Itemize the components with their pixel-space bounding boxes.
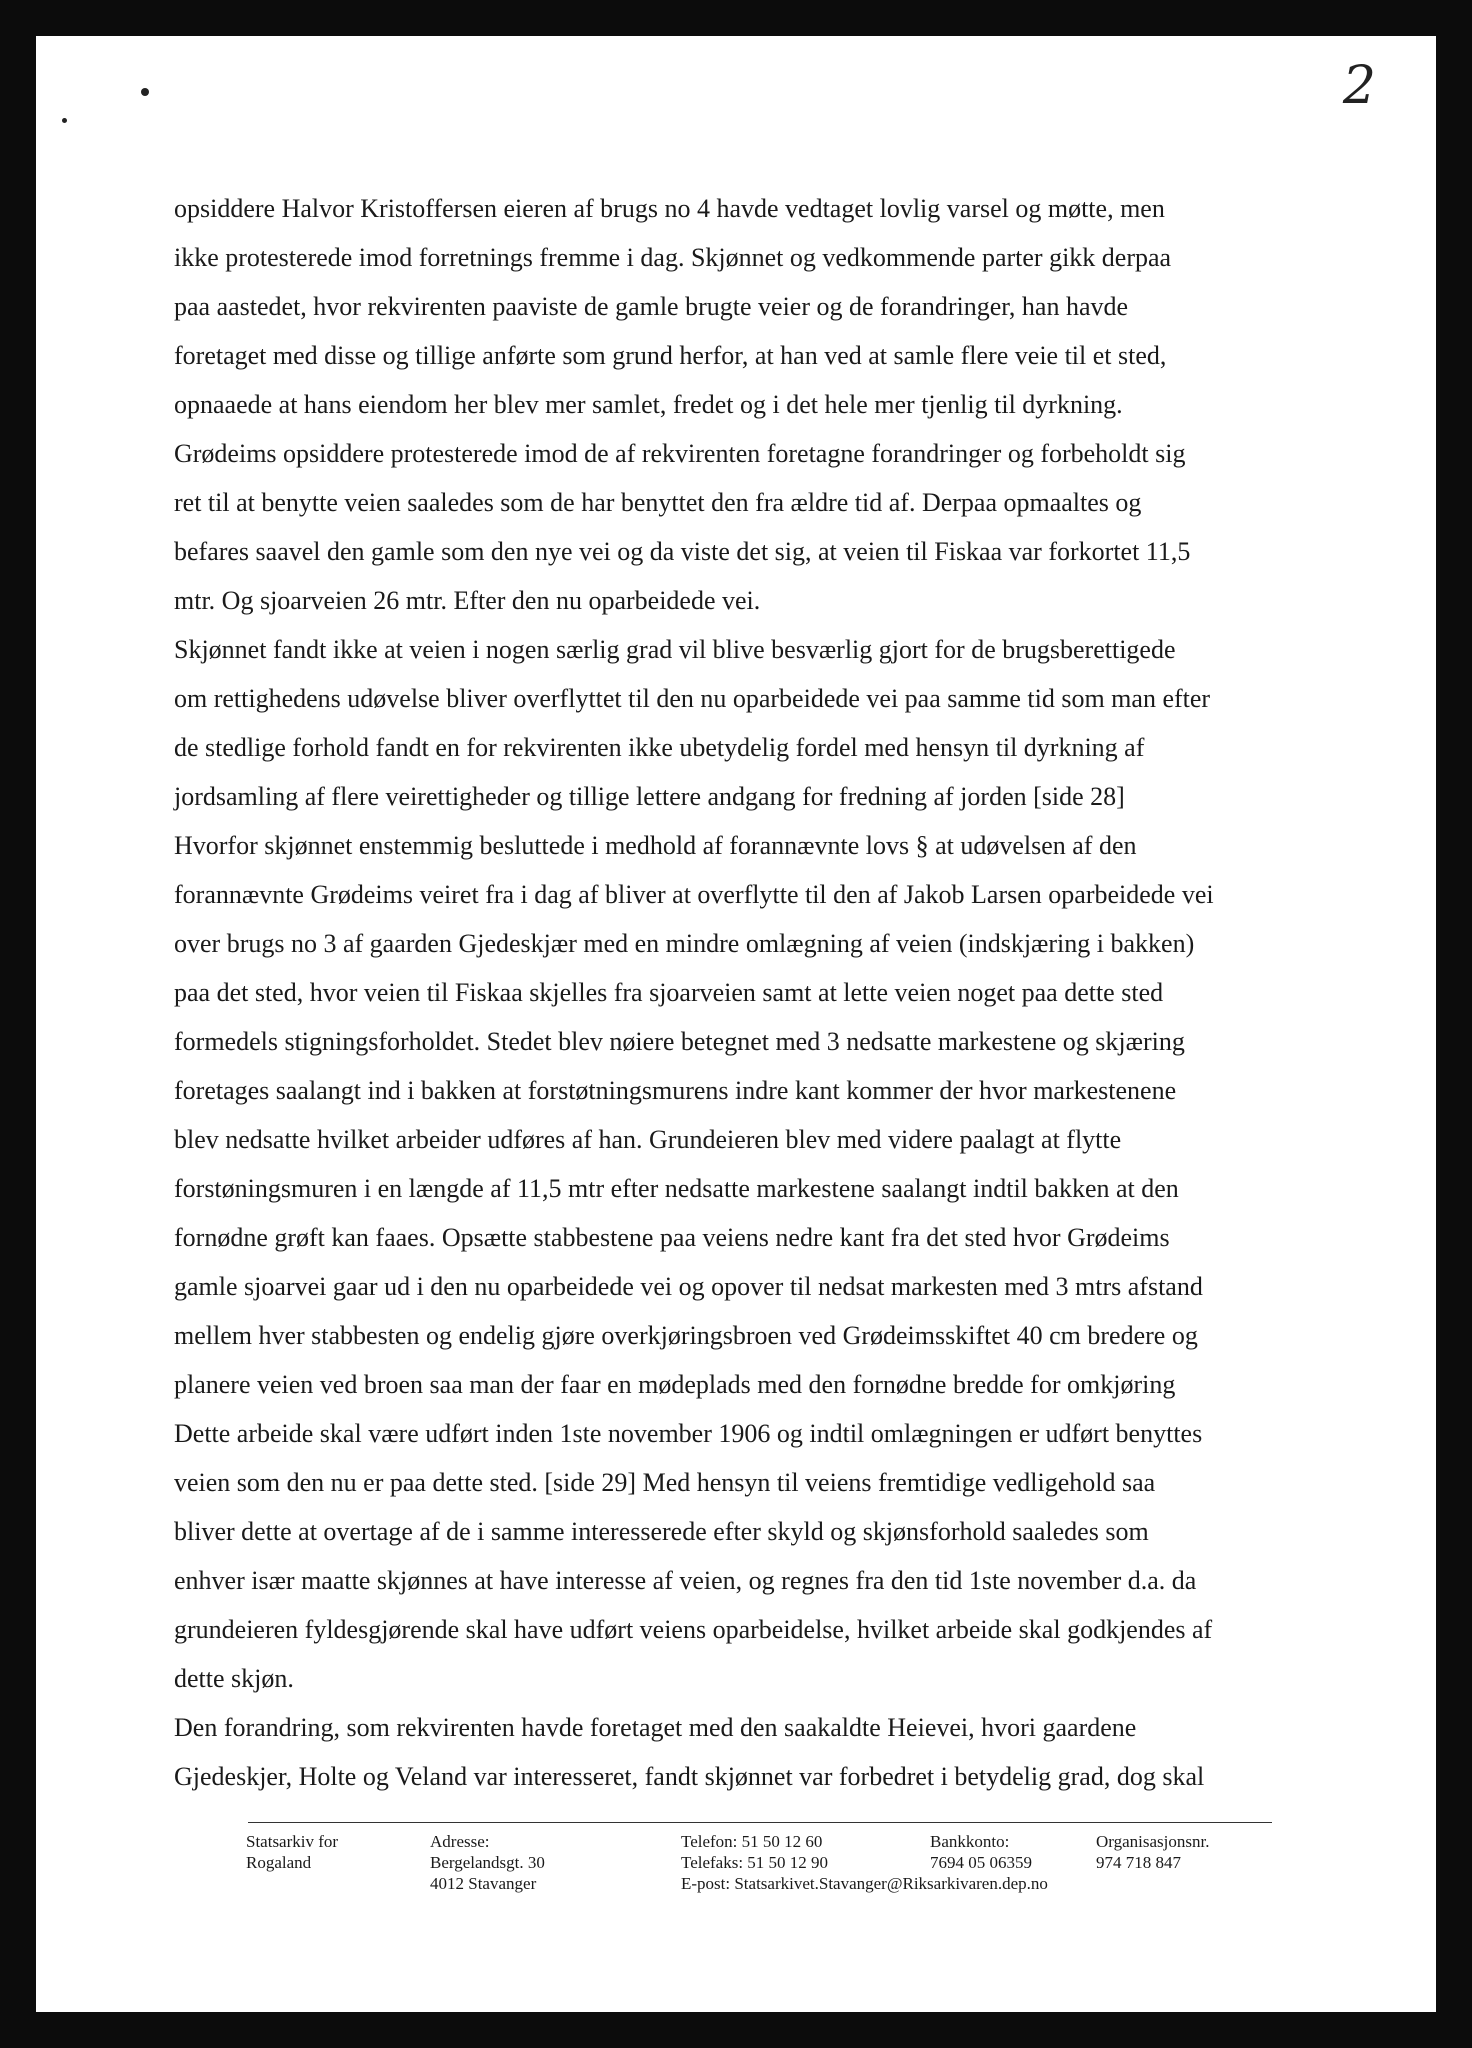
ink-speck bbox=[62, 118, 67, 123]
footer-line: Bergelandsgt. 30 bbox=[430, 1853, 545, 1872]
text-line: forannævnte Grødeims veiret fra i dag af bliver at overflytte til den af Jakob Larsen oparbeidede vei bbox=[174, 880, 1214, 909]
text-line: Skjønnet fandt ikke at veien i nogen særlig grad vil blive besværlig gjort for de brugsberettigede bbox=[174, 635, 1176, 664]
text-line: Dette arbeide skal være udført inden 1ste november 1906 og indtil omlægningen er udført benyttes bbox=[174, 1419, 1203, 1448]
footer-org bbox=[1096, 1831, 1210, 1873]
text-line: formedels stigningsforholdet. Stedet blev nøiere betegnet med 3 nedsatte markestene og skjæring bbox=[174, 1027, 1185, 1056]
footer-line: 7694 05 06359 bbox=[930, 1853, 1032, 1872]
footer-line: Rogaland bbox=[246, 1853, 312, 1872]
text-line: mellem hver stabbesten og endelig gjøre overkjøringsbroen ved Grødeimsskiftet 40 cm bredere og bbox=[174, 1321, 1198, 1350]
text-line: ret til at benytte veien saaledes som de har benyttet den fra ældre tid af. Derpaa opmaaltes og bbox=[174, 488, 1142, 517]
text-line: Gjedeskjer, Holte og Veland var interesseret, fandt skjønnet var forbedret i betydelig grad, dog skal bbox=[174, 1762, 1205, 1791]
footer-line: Bankkonto: bbox=[930, 1832, 1010, 1851]
text-line: grundeieren fyldesgjørende skal have udført veiens oparbeidelse, hvilket arbeide skal godkjendes af bbox=[174, 1615, 1213, 1644]
footer-address bbox=[430, 1831, 545, 1894]
footer-bank bbox=[930, 1831, 1032, 1873]
text-line: over brugs no 3 af gaarden Gjedeskjær med en mindre omlægning af veien (indskjæring i bakken) bbox=[174, 929, 1195, 958]
text-line: enhver især maatte skjønnes at have interesse af veien, og regnes fra den tid 1ste november d.a. da bbox=[174, 1566, 1197, 1595]
text-line: paa det sted, hvor veien til Fiskaa skjelles fra sjoarveien samt at lette veien noget paa dette sted bbox=[174, 978, 1164, 1007]
text-line: foretaget med disse og tillige anførte som grund herfor, at han ved at samle flere veie til et sted, bbox=[174, 341, 1167, 370]
text-line: forstøningsmuren i en længde af 11,5 mtr efter nedsatte markestene saalangt indtil bakken at den bbox=[174, 1174, 1179, 1203]
text-line: Den forandring, som rekvirenten havde foretaget med den saakaldte Heievei, hvori gaardene bbox=[174, 1713, 1137, 1742]
footer-line: Telefon: 51 50 12 60 bbox=[681, 1832, 823, 1851]
footer-line: Organisasjonsnr. bbox=[1096, 1832, 1210, 1851]
footer-divider bbox=[248, 1822, 1272, 1823]
text-line: planere veien ved broen saa man der faar en mødeplads med den fornødne bredde for omkjøring bbox=[174, 1370, 1176, 1399]
text-line: blev nedsatte hvilket arbeider udføres af han. Grundeieren blev med videre paalagt at flytte bbox=[174, 1125, 1122, 1154]
footer-institution bbox=[246, 1831, 338, 1873]
text-line: foretages saalangt ind i bakken at forstøtningsmurens indre kant kommer der hvor markestenene bbox=[174, 1076, 1177, 1105]
text-line: de stedlige forhold fandt en for rekvirenten ikke ubetydelig fordel med hensyn til dyrkning af bbox=[174, 733, 1145, 762]
text-line: paa aastedet, hvor rekvirenten paaviste de gamle brugte veier og de forandringer, han havde bbox=[174, 292, 1129, 321]
text-line: jordsamling af flere veirettigheder og tillige lettere andgang for fredning af jorden [side 28] bbox=[174, 782, 1125, 811]
text-line: befares saavel den gamle som den nye vei og da viste det sig, at veien til Fiskaa var forkortet 11,5 bbox=[174, 537, 1191, 566]
footer-email: E-post: Statsarkivet.Stavanger@Riksarkivaren.dep.no bbox=[681, 1874, 1048, 1893]
text-line: ikke protesterede imod forretnings fremme i dag. Skjønnet og vedkommende parter gikk derpaa bbox=[174, 243, 1172, 272]
footer-line: Adresse: bbox=[430, 1832, 490, 1851]
text-line: Grødeims opsiddere protesterede imod de af rekvirenten foretagne forandringer og forbeholdt sig bbox=[174, 439, 1186, 468]
text-line: fornødne grøft kan faaes. Opsætte stabbestene paa veiens nedre kant fra det sted hvor Grødeims bbox=[174, 1223, 1170, 1252]
text-line: veien som den nu er paa dette sted. [side 29] Med hensyn til veiens fremtidige vedligehold saa bbox=[174, 1468, 1156, 1497]
footer-line: Statsarkiv for bbox=[246, 1832, 339, 1851]
text-line: dette skjøn. bbox=[174, 1664, 294, 1693]
handwritten-page-number: 2 bbox=[1342, 56, 1376, 116]
text-line: Hvorfor skjønnet enstemmig besluttede i medhold af forannævnte lovs § at udøvelsen af den bbox=[174, 831, 1137, 860]
footer-line: 974 718 847 bbox=[1096, 1853, 1181, 1872]
footer-line: 4012 Stavanger bbox=[430, 1874, 537, 1893]
footer-line: Telefaks: 51 50 12 90 bbox=[681, 1853, 829, 1872]
document-body bbox=[174, 184, 1354, 1801]
text-line: bliver dette at overtage af de i samme interesserede efter skyld og skjønsforhold saaledes som bbox=[174, 1517, 1149, 1546]
text-line: mtr. Og sjoarveien 26 mtr. Efter den nu oparbeidede vei. bbox=[174, 586, 761, 615]
ink-speck bbox=[141, 88, 149, 96]
text-line: opnaaede at hans eiendom her blev mer samlet, fredet og i det hele mer tjenlig til dyrkning. bbox=[174, 390, 1123, 419]
text-line: om rettighedens udøvelse bliver overflyttet til den nu oparbeidede vei paa samme tid som man efter bbox=[174, 684, 1211, 713]
document-page bbox=[36, 36, 1436, 2012]
text-line: gamle sjoarvei gaar ud i den nu oparbeidede vei og opover til nedsat markesten med 3 mtrs afstand bbox=[174, 1272, 1203, 1301]
text-line: opsiddere Halvor Kristoffersen eieren af brugs no 4 havde vedtaget lovlig varsel og møtte, men bbox=[174, 194, 1165, 223]
